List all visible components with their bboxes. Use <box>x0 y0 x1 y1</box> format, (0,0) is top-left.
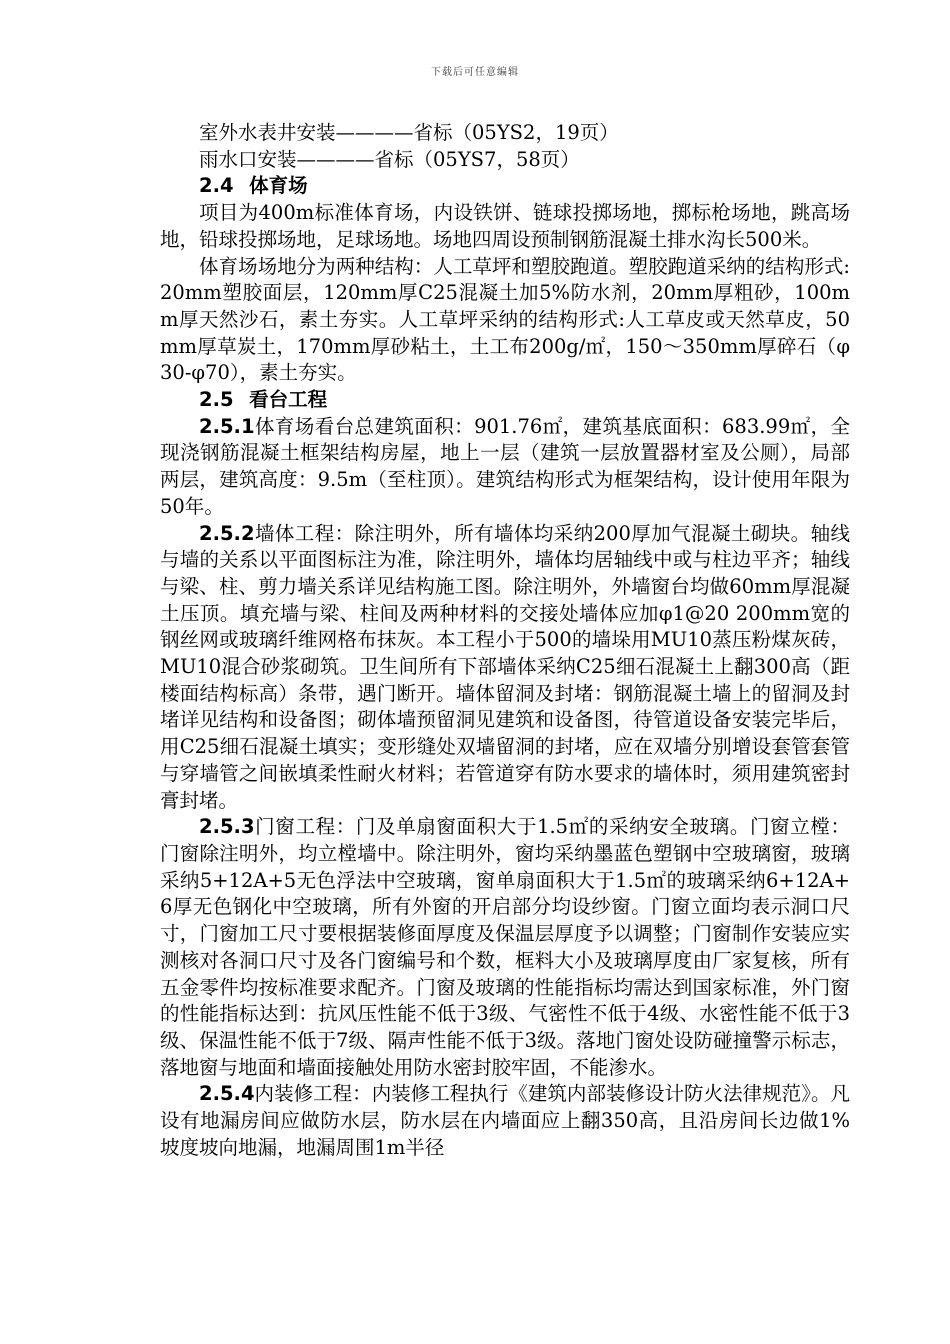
section-heading-2-4 <box>160 173 850 200</box>
text-line-rain-inlet: 雨水口安装————省标（05YS7，58页） <box>199 147 580 171</box>
item-number: 2.5.4 <box>199 1082 255 1106</box>
item-text: 墙体工程：除注明外，所有墙体均采纳200厚加气混凝土砌块。轴线与墙的关系以平面图标注为准，除注明外，墙体均居轴线中或与柱边平齐；轴线与梁、柱、剪力墙关系详见结构施工图。除注明外，外墙窗台均做60mm厚混凝土压顶。填充墙与梁、柱间及两种材料的交接处墙体应加φ1@20 200mm宽的钢丝网或玻璃纤维网格布抹灰。本工程小于500的墙垛用MU10蒸压粉煤灰砖，MU10混合砂浆砌筑。卫生间所有下部墙体采纳C25细石混凝土上翻300高（距楼面结构标高）条带，遇门断开。墙体留洞及封堵：钢筋混凝土墙上的留洞及封堵详见结构和设备图；砌体墙预留洞见建筑和设备图，待管道设备安装完毕后，用C25细石混凝土填实；变形缝处双墙留洞的封堵，应在双墙分别增设套管套管与穿墙管之间嵌填柔性耐火材料；若管道穿有防水要求的墙体时，须用建筑密封膏封堵。 <box>160 521 850 812</box>
item-number: 2.5.3 <box>199 815 255 839</box>
item-number: 2.5.1 <box>199 414 255 438</box>
paragraph-stadium-structure: 体育场场地分为两种结构：人工草坪和塑胶跑道。塑胶跑道采纳的结构形式:20mm塑胶面层，120mm厚C25混凝土加5%防水剂，20mm厚粗砂，100mm厚天然沙石，素土夯实。人工草坪采纳的结构形式:人工草皮或天然草皮，50mm厚草炭土，170mm厚砂粘土，土工布200g/㎡，150～350mm厚碎石（φ30-φ70），素土夯实。 <box>160 254 850 385</box>
paragraph-2-5-2 <box>160 521 850 815</box>
section-heading-2-5 <box>160 387 850 414</box>
section-number: 2.4 <box>199 174 234 198</box>
section-number: 2.5 <box>199 388 234 412</box>
document-body <box>160 120 850 1161</box>
item-text: 体育场看台总建筑面积：901.76㎡，建筑基底面积：683.99㎡，全现浇钢筋混凝土框架结构房屋，地上一层（建筑一层放置器材室及公厕），局部两层，建筑高度：9.5m（至柱顶）。建筑结构形式为框架结构，设计使用年限为50年。 <box>160 414 850 518</box>
text-line-water-meter: 室外水表井安装————省标（05YS2，19页） <box>199 121 619 144</box>
paragraph-stadium-overview: 项目为400m标准体育场，内设铁饼、链球投掷场地，掷标枪场地，跳高场地，铅球投掷场地，足球场地。场地四周设预制钢筋混凝土排水沟长500米。 <box>160 201 850 251</box>
item-text: 门窗工程：门及单扇窗面积大于1.5㎡的采纳安全玻璃。门窗立樘：门窗除注明外，均立樘墙中。除注明外，窗均采纳墨蓝色塑钢中空玻璃窗，玻璃采纳5+12A+5无色浮法中空玻璃，窗单扇面积大于1.5㎡的玻璃采纳6+12A+6厚无色钢化中空玻璃，所有外窗的开启部分均设纱窗。门窗立面均表示洞口尺寸，门窗加工尺寸要根据装修面厚度及保温层厚度予以调整；门窗制作安装应实测核对各洞口尺寸及各门窗编号和个数，框料大小及玻璃厚度由厂家复核，所有五金零件均按标准要求配齐。门窗及玻璃的性能指标均需达到国家标准，外门窗的性能指标达到：抗风压性能不低于3级、气密性不低于4级、水密性能不低于3级、保温性能不低于7级、隔声性能不低于3级。落地门窗处设防碰撞警示标志，落地窗与地面和墙面接触处用防水密封胶牢固，不能渗水。 <box>160 815 850 1079</box>
item-text: 内装修工程：内装修工程执行《建筑内部装修设计防火法律规范》。凡设有地漏房间应做防水层，防水层在内墙面应上翻350高，且沿房间长边做1%坡度坡向地漏，地漏周围1m半径 <box>160 1082 850 1159</box>
paragraph-2-5-3 <box>160 814 850 1081</box>
paragraph-2-5-1 <box>160 414 850 521</box>
paragraph-2-5-4 <box>160 1081 850 1161</box>
section-title: 体育场 <box>249 174 308 198</box>
header-note: 下载后可任意编辑 <box>431 67 519 78</box>
item-number: 2.5.2 <box>199 521 255 545</box>
section-title: 看台工程 <box>249 388 328 412</box>
